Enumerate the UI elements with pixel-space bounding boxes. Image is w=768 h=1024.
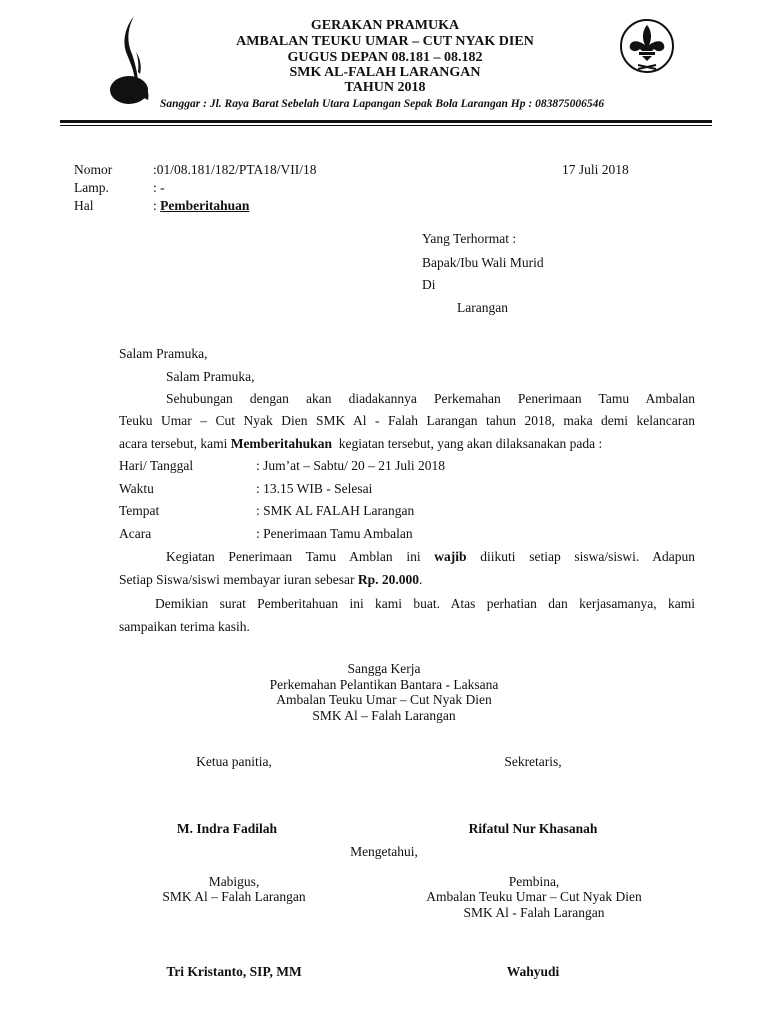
detail-label: Hari/ Tanggal — [119, 458, 194, 473]
signer-org: Ambalan Teuku Umar – Cut Nyak Dien — [426, 889, 642, 904]
lamp-label: Lamp. — [74, 180, 109, 195]
signer-name: Wahyudi — [506, 964, 560, 979]
letterhead-line: AMBALAN TEUKU UMAR – CUT NYAK DIEN — [236, 34, 534, 49]
detail-label: Acara — [119, 526, 152, 541]
signer-title: Ketua panitia, — [196, 754, 272, 769]
signer-title: Sekretaris, — [504, 754, 562, 769]
text: Setiap Siswa/siswi membayar iuran sebesar — [119, 572, 358, 587]
letter-date: 17 Juli 2018 — [562, 162, 629, 177]
paragraph-line — [119, 572, 422, 588]
hal-colon: : — [153, 198, 161, 213]
org-line: SMK Al – Falah Larangan — [312, 708, 456, 723]
header-divider-thin — [60, 125, 712, 126]
header-divider — [60, 120, 712, 123]
bold-text: Memberitahukan — [230, 436, 332, 451]
detail-value: : Penerimaan Tamu Ambalan — [256, 526, 413, 541]
signer-name: M. Indra Fadilah — [176, 821, 278, 836]
letterhead-address: Sanggar : Jl. Raya Barat Sebelah Utara Lapangan Sepak Bola Larangan Hp : 083875006546 — [160, 98, 605, 110]
recipient-line: Larangan — [457, 300, 508, 315]
text: acara tersebut, kami — [119, 436, 231, 451]
paragraph-line: sampaikan terima kasih. — [119, 619, 250, 634]
letterhead-line: TAHUN 2018 — [344, 80, 426, 95]
detail-label: Waktu — [119, 481, 154, 496]
paragraph-line: Demikian surat Pemberitahuan ini kami buat. Atas perhatian dan kerjasamanya, kami — [155, 596, 695, 611]
signer-name: Rifatul Nur Khasanah — [468, 821, 598, 836]
paragraph-line — [119, 436, 602, 452]
text: . — [418, 572, 423, 587]
letterhead-line: GUGUS DEPAN 08.181 – 08.182 — [287, 50, 483, 65]
lamp-value: : - — [153, 180, 165, 195]
recipient-line: Di — [422, 277, 436, 292]
hal-label: Hal — [74, 198, 94, 213]
detail-value: : 13.15 WIB - Selesai — [256, 481, 373, 496]
letterhead-line: SMK AL-FALAH LARANGAN — [289, 65, 481, 80]
hal-subject: Pemberitahuan — [160, 198, 250, 213]
text: Kegiatan Penerimaan Tamu Amblan ini — [166, 549, 435, 564]
detail-label: Tempat — [119, 503, 160, 518]
org-line: Sangga Kerja — [347, 661, 421, 676]
tunas-kelapa-logo — [104, 14, 154, 106]
bold-text: Rp. 20.000 — [357, 572, 419, 587]
signer-name: Tri Kristanto, SIP, MM — [166, 964, 302, 979]
org-line: Perkemahan Pelantikan Bantara - Laksana — [269, 677, 499, 692]
signer-org: SMK Al – Falah Larangan — [162, 889, 306, 904]
greeting: Salam Pramuka, — [119, 346, 208, 361]
nomor-value: :01/08.181/182/PTA18/VII/18 — [153, 162, 317, 177]
signer-org: SMK Al - Falah Larangan — [463, 905, 605, 920]
paragraph-line: Sehubungan dengan akan diadakannya Perkemahan Penerimaan Tamu Ambalan — [166, 391, 695, 406]
text: kegiatan tersebut, yang akan dilaksanakan pada : — [331, 436, 603, 451]
letterhead-line: GERAKAN PRAMUKA — [310, 18, 460, 33]
scout-emblem-logo — [618, 17, 676, 77]
recipient-line: Bapak/Ibu Wali Murid — [422, 255, 544, 270]
greeting: Salam Pramuka, — [166, 369, 255, 384]
signer-title: Pembina, — [508, 874, 560, 889]
recipient-line: Yang Terhormat : — [422, 231, 517, 246]
signer-title: Mabigus, — [208, 874, 260, 889]
detail-value: : SMK AL FALAH Larangan — [256, 503, 415, 518]
bold-text: wajib — [434, 549, 467, 564]
org-line: Ambalan Teuku Umar – Cut Nyak Dien — [276, 692, 492, 707]
mengetahui: Mengetahui, — [350, 844, 418, 859]
text: diikuti setiap siswa/siswi. Adapun — [466, 549, 695, 564]
nomor-label: Nomor — [74, 162, 113, 177]
paragraph-line: Teuku Umar – Cut Nyak Dien SMK Al - Falah Larangan tahun 2018, maka demi kelancaran — [119, 413, 695, 428]
detail-value: : Jum’at – Sabtu/ 20 – 21 Juli 2018 — [256, 458, 445, 473]
hal-value — [153, 198, 249, 214]
paragraph-line — [166, 549, 695, 565]
